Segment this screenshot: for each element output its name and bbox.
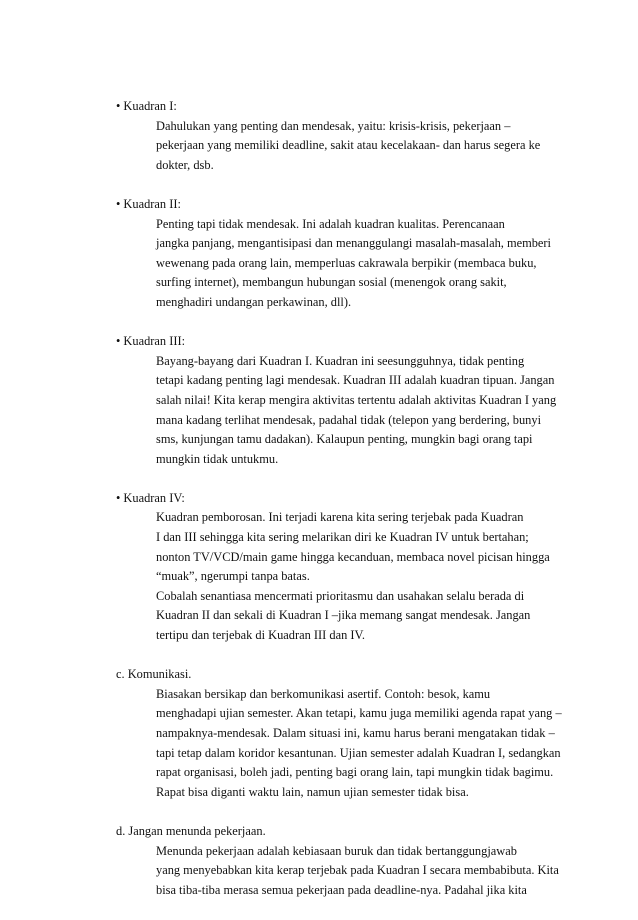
section-heading: • Kuadran I: bbox=[116, 99, 177, 113]
paragraph-line: Penting tapi tidak mendesak. Ini adalah kuadran kualitas. Perencanaan bbox=[156, 216, 505, 231]
paragraph-line: surfing internet), membangun hubungan sosial (menengok orang sakit, bbox=[156, 275, 507, 290]
paragraph-line: Cobalah senantiasa mencermati prioritasmu dan usahakan selalu berada di bbox=[156, 588, 525, 603]
paragraph-line: dokter, dsb. bbox=[156, 157, 214, 172]
paragraph-line: Bayang-bayang dari Kuadran I. Kuadran ini seesungguhnya, tidak penting bbox=[156, 353, 525, 368]
paragraph-line: menghadiri undangan perkawinan, dll). bbox=[156, 294, 352, 309]
paragraph-line: “muak”, ngerumpi tanpa batas. bbox=[156, 569, 310, 584]
paragraph-line: jangka panjang, mengantisipasi dan menanggulangi masalah-masalah, memberi bbox=[156, 236, 551, 251]
paragraph bbox=[116, 842, 559, 901]
paragraph-line: mungkin tidak untukmu. bbox=[156, 451, 279, 466]
paragraph-line: salah nilai! Kita kerap mengira aktivitas tertentu adalah aktivitas Kuadran I yang bbox=[156, 392, 557, 407]
paragraph-line: tapi tetap dalam koridor kesantunan. Ujian semester adalah Kuadran I, sedangkan bbox=[156, 745, 561, 760]
paragraph-line: nonton TV/VCD/main game hingga kecanduan, membaca novel picisan hingga bbox=[156, 549, 550, 564]
paragraph-line: rapat organisasi, boleh jadi, penting bagi orang lain, tapi mungkin tidak bagimu. bbox=[156, 765, 554, 780]
paragraph-line: pekerjaan yang memiliki deadline, sakit atau kecelakaan- dan harus segera ke bbox=[156, 138, 541, 153]
section-kuadran-iii bbox=[116, 332, 556, 469]
section-heading: • Kuadran IV: bbox=[116, 490, 185, 505]
section-heading: c. Komunikasi. bbox=[116, 667, 192, 682]
paragraph bbox=[116, 685, 562, 803]
paragraph-line: tetapi kadang penting lagi mendesak. Kuadran III adalah kuadran tipuan. Jangan bbox=[156, 373, 555, 388]
section-heading: • Kuadran III: bbox=[116, 334, 186, 349]
paragraph-line: mana kadang terlihat mendesak, padahal tidak (telepon yang berdering, bunyi bbox=[156, 412, 542, 427]
section-heading: d. Jangan menunda pekerjaan. bbox=[116, 823, 266, 838]
paragraph-line: yang menyebabkan kita kerap terjebak pada Kuadran I secara membabibuta. Kita bbox=[156, 863, 559, 878]
paragraph bbox=[116, 215, 556, 313]
paragraph-line: Menunda pekerjaan adalah kebiasaan buruk dan tidak bertanggungjawab bbox=[156, 843, 517, 858]
paragraph-line: Dahulukan yang penting dan mendesak, yaitu: krisis-krisis, pekerjaan – bbox=[156, 118, 511, 133]
document-body bbox=[116, 97, 562, 920]
section-kuadran-i bbox=[116, 97, 556, 175]
section-jangan-menunda bbox=[116, 822, 559, 900]
paragraph bbox=[116, 508, 556, 586]
paragraph-line: nampaknya-mendesak. Dalam situasi ini, kamu harus berani mengatakan tidak – bbox=[156, 726, 555, 740]
paragraph-line: Biasakan bersikap dan berkomunikasi asertif. Contoh: besok, kamu bbox=[156, 686, 491, 701]
paragraph-line: tertipu dan terjebak di Kuadran III dan IV. bbox=[156, 628, 365, 643]
paragraph-line: sms, kunjungan tamu dadakan). Kalaupun penting, mungkin bagi orang tapi bbox=[156, 432, 533, 447]
paragraph-line: bisa tiba-tiba merasa semua pekerjaan pada deadline-nya. Padahal jika kita bbox=[156, 882, 527, 897]
paragraph-line: Rapat bisa diganti waktu lain, namun ujian semester tidak bisa. bbox=[156, 784, 469, 799]
section-heading: • Kuadran II: bbox=[116, 196, 181, 211]
paragraph bbox=[116, 117, 556, 176]
section-komunikasi bbox=[116, 665, 562, 802]
paragraph-line: Kuadran II dan sekali di Kuadran I –jika memang sangat mendesak. Jangan bbox=[156, 608, 531, 623]
paragraph-line: wewenang pada orang lain, memperluas cakrawala berpikir (membaca buku, bbox=[156, 255, 537, 270]
paragraph-line: I dan III sehingga kita sering melarikan diri ke Kuadran IV untuk bertahan; bbox=[156, 530, 529, 545]
paragraph bbox=[116, 352, 556, 470]
paragraph bbox=[116, 587, 556, 646]
paragraph-line: menghadapi ujian semester. Akan tetapi, kamu juga memiliki agenda rapat yang – bbox=[156, 706, 562, 721]
paragraph-line: Kuadran pemborosan. Ini terjadi karena kita sering terjebak pada Kuadran bbox=[156, 510, 524, 525]
section-kuadran-iv bbox=[116, 489, 556, 646]
section-kuadran-ii bbox=[116, 195, 556, 313]
